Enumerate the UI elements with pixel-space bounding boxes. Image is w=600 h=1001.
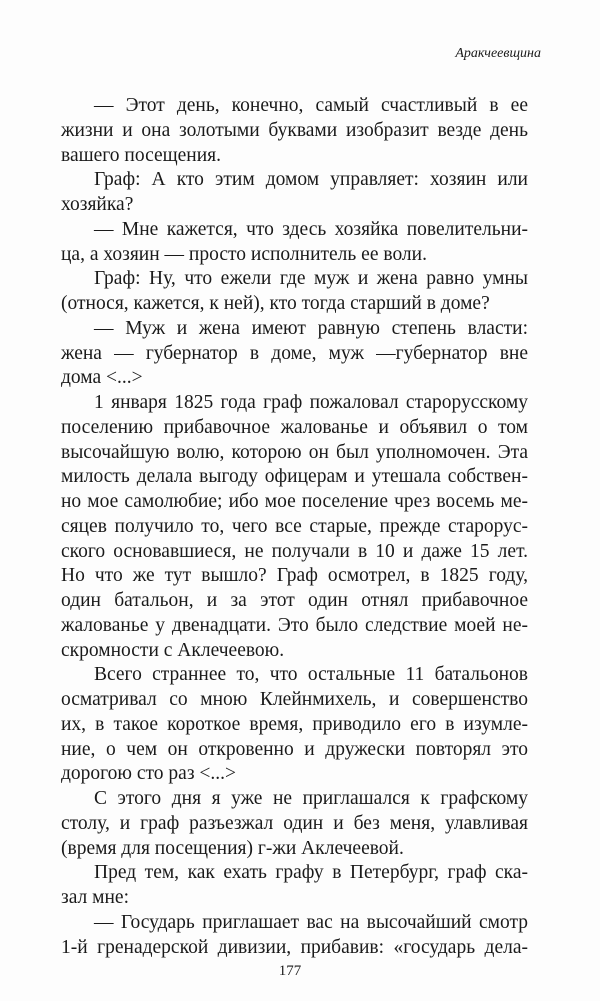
text-line: их, в такое короткое время, приводило его в изумле-: [61, 713, 528, 735]
text-line: (время для посещения) г-жи Аклечеевой.: [61, 837, 404, 859]
text-line: Но что же тут вышло? Граф осмотрел, в 1825 году,: [61, 565, 528, 587]
text-line: ского основавшиеся, не получали в 10 и даже 15 лет.: [61, 540, 528, 562]
text-line: милость делала выгоду офицерам и утешала собствен-: [61, 466, 528, 488]
page-body-text: [61, 94, 528, 960]
text-line: высочайшую волю, которою он был уполномочен. Эта: [61, 441, 528, 463]
text-line: зал мне:: [61, 887, 129, 908]
text-line: дорогою сто раз <...>: [61, 763, 237, 785]
text-line: сяцев получило то, чего все старые, прежде старорус-: [61, 515, 528, 537]
text-line: 1-й гренадерской дивизии, прибавив: «государь дела-: [61, 936, 528, 958]
running-header: Аракчеевщина: [455, 46, 541, 61]
text-line: жалованье у двенадцати. Это было следствие моей не-: [61, 614, 528, 636]
text-line: — Этот день, конечно, самый счастливый в ее: [94, 95, 528, 116]
text-line: 1 января 1825 года граф пожаловал старорусскому: [94, 392, 528, 413]
text-line: жена — губернатор в доме, муж —губернатор вне: [61, 342, 528, 364]
text-line: один батальон, и за этот один отнял прибавочное: [61, 590, 528, 611]
text-line: ца, а хозяин — просто исполнитель ее воли.: [61, 243, 427, 265]
text-line: ние, о чем он откровенно и дружески повторял это: [61, 738, 528, 760]
text-line: столу, и граф разъезжал один и без меня, улавливая: [61, 812, 528, 834]
text-line: жизни и она золотыми буквами изобразит везде день: [61, 119, 528, 141]
text-line: скромности с Аклечеевою.: [61, 639, 285, 661]
text-line: но мое самолюбие; ибо мое поселение чрез восемь ме-: [61, 491, 528, 512]
text-line: С этого дня я уже не приглашался к графскому: [94, 788, 528, 809]
text-line: — Муж и жена имеют равную степень власти:: [94, 317, 528, 339]
text-line: вашего посещения.: [61, 144, 222, 166]
text-line: поселению прибавочное жалованье и объявил о том: [61, 416, 528, 438]
text-line: Пред тем, как ехать графу в Петербург, граф ска-: [94, 862, 528, 884]
text-line: (относя, кажется, к ней), кто тогда старший в доме?: [61, 293, 490, 314]
text-line: хозяйка?: [61, 194, 134, 215]
text-line: — Государь приглашает вас на высочайший смотр: [94, 911, 528, 933]
text-line: Граф: А кто этим домом управляет: хозяин или: [94, 169, 528, 191]
text-line: Всего страннее то, что остальные 11 батальонов: [94, 664, 528, 686]
text-line: Граф: Ну, что ежели где муж и жена равно умны: [94, 268, 528, 290]
text-line: — Мне кажется, что здесь хозяйка повелительни-: [94, 218, 528, 240]
text-line: дома <...>: [61, 367, 143, 389]
page-number: 177: [278, 963, 302, 979]
text-line: осматривал со мною Клейнмихель, и совершенство: [61, 689, 528, 710]
